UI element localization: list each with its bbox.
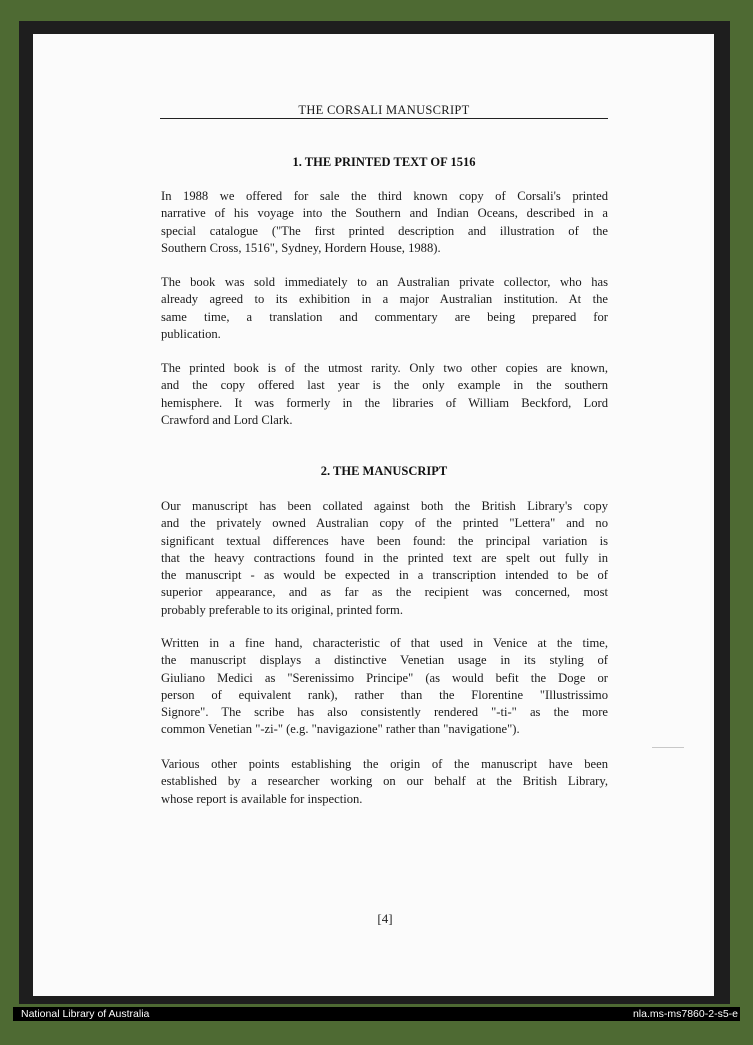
- text-line: that the heavy contractions found in the printed text are spelt out fully in: [161, 550, 608, 565]
- text-line: the manuscript - as would be expected in a transcription intended to be of: [161, 568, 608, 583]
- page-number: [4]: [377, 911, 393, 926]
- text-line: Southern Cross, 1516", Sydney, Hordern House, 1988).: [161, 240, 441, 255]
- paragraph: [161, 756, 608, 808]
- text-line: the manuscript displays a distinctive Venetian usage in its styling of: [161, 653, 608, 668]
- footer-identifier: nla.ms-ms7860-2-s5-e: [632, 1008, 738, 1020]
- text-line: Various other points establishing the origin of the manuscript have been: [161, 757, 608, 771]
- text-line: superior appearance, and as far as the recipient was concerned, most: [161, 585, 608, 600]
- text-line: Crawford and Lord Clark.: [161, 412, 293, 427]
- paragraph: [161, 188, 608, 257]
- running-head: THE CORSALI MANUSCRIPT: [298, 103, 470, 117]
- text-line: common Venetian "-zi-" (e.g. "navigazione" rather than "navigatione").: [161, 722, 520, 737]
- text-line: Signore". The scribe has also consistently rendered "-ti-" as the more: [161, 705, 608, 720]
- section-title: 1. THE PRINTED TEXT OF 1516: [292, 155, 476, 169]
- paragraph: [161, 635, 608, 739]
- text-line: Giuliano Medici as "Serenissimo Principe" (as would befit the Doge or: [161, 670, 608, 685]
- text-line: same time, a translation and commentary are being prepared for: [161, 309, 608, 324]
- text-line: hemisphere. It was formerly in the libraries of William Beckford, Lord: [161, 395, 608, 410]
- scan-mark: [652, 747, 684, 748]
- paragraph: [161, 498, 608, 619]
- text-line: special catalogue ("The first printed description and illustration of the: [161, 223, 608, 238]
- text-line: person of equivalent rank), rather than the Florentine "Illustrissimo: [161, 687, 608, 702]
- footer-bar: [13, 1007, 740, 1021]
- section-title: 2. THE MANUSCRIPT: [320, 464, 448, 478]
- text-line: Our manuscript has been collated against both the British Library's copy: [161, 499, 608, 513]
- text-line: Written in a fine hand, characteristic of that used in Venice at the time,: [161, 636, 608, 650]
- text-line: and the copy offered last year is the only example in the southern: [161, 378, 608, 393]
- paragraph: [161, 274, 608, 343]
- header-rule: [160, 118, 608, 119]
- text-line: already agreed to its exhibition in a major Australian institution. At the: [161, 292, 608, 307]
- text-line: established by a researcher working on our behalf at the British Library,: [161, 774, 608, 789]
- text-line: significant textual differences have been found: the principal variation is: [161, 533, 608, 548]
- text-line: narrative of his voyage into the Southern and Indian Oceans, described in a: [161, 206, 608, 221]
- text-line: The book was sold immediately to an Australian private collector, who has: [161, 275, 608, 289]
- footer-institution: National Library of Australia: [21, 1008, 150, 1020]
- text-line: The printed book is of the utmost rarity. Only two other copies are known,: [161, 361, 608, 375]
- text-line: whose report is available for inspection.: [161, 791, 363, 806]
- text-line: In 1988 we offered for sale the third known copy of Corsali's printed: [161, 189, 608, 203]
- text-line: probably preferable to its original, printed form.: [161, 602, 404, 617]
- text-line: and the privately owned Australian copy of the printed "Lettera" and no: [161, 516, 608, 531]
- text-line: publication.: [161, 326, 221, 341]
- paragraph: [161, 360, 608, 429]
